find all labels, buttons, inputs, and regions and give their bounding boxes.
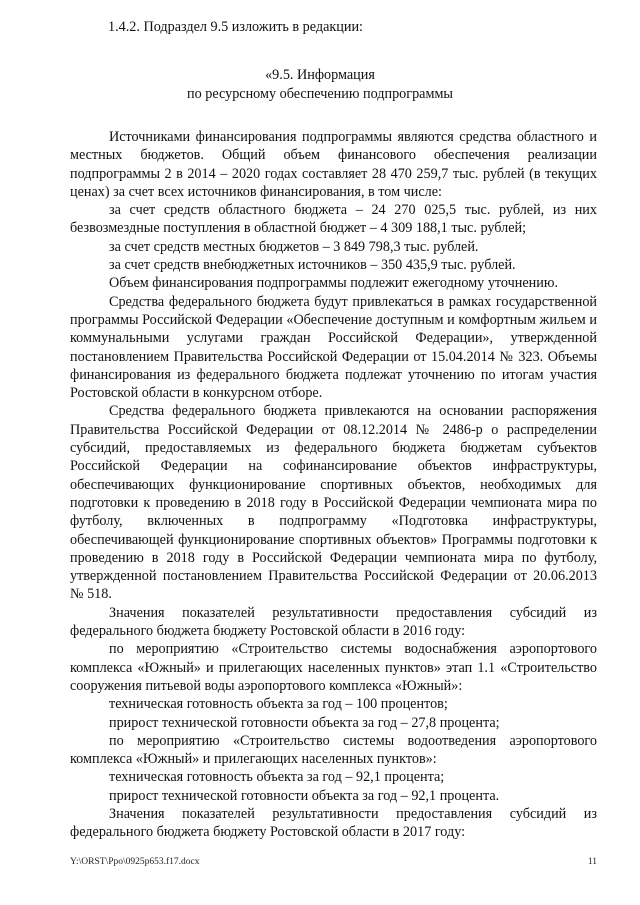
section-title-line-1: «9.5. Информация [265, 67, 375, 83]
paragraph: прирост технической готовности объекта за год – 27,8 процента; [109, 714, 500, 731]
section-title-line-2: по ресурсному обеспечению подпрограммы [187, 86, 453, 102]
paragraph: Средства федерального бюджета привлекаются на основании распоряжения Правительства Российской Федерации от 08.12.2014 № 2486-р о распределении субсидий, предоставляемых из федерального бюджета бюджетам субъектов Российской Федерации на софинансирование объектов инфраструктуры, обеспечивающих функционирование спортивных объектов, необходимых для подготовки к проведению в 2018 году в Российской Федерации чемпионата мира по футболу, включенных в подпрограмму «Подготовка инфраструктуры, обеспечивающей функционирование спортивных объектов» Программы подготовки к проведению в 2018 году в Российской Федерации чемпионата мира по футболу, утвержденной постановлением Правительства Российской Федерации от 20.06.2013 № 518. [70, 403, 597, 603]
paragraph: Объем финансирования подпрограммы подлежит ежегодному уточнению. [109, 275, 559, 292]
paragraph: Значения показателей результативности предоставления субсидий из федерального бюджета бюджету Ростовской области в 2016 году: [70, 604, 597, 640]
paragraph: Источниками финансирования подпрограммы являются средства областного и местных бюджетов. Общий объем финансового обеспечения реализации подпрограммы 2 в 2014 – 2020 годах составляет 28 470 259,7 тыс. рублей (в текущих ценах) за счет всех источников финансирования, в том числе: [70, 129, 597, 200]
amendment-heading: 1.4.2. Подраздел 9.5 изложить в редакции: [108, 19, 363, 35]
page-number: 11 [587, 857, 597, 867]
footer-file-path: Y:\ORST\Ppo\0925p653.f17.docx [70, 857, 200, 867]
paragraph: техническая готовность объекта за год – 100 процентов; [109, 696, 448, 713]
paragraph: техническая готовность объекта за год – 92,1 процента; [109, 769, 445, 786]
paragraph: за счет средств местных бюджетов – 3 849 798,3 тыс. рублей. [109, 238, 479, 255]
paragraph: по мероприятию «Строительство системы водоотведения аэропортового комплекса «Южный» и прилегающих населенных пунктов»: [70, 732, 597, 768]
section-title [70, 66, 570, 104]
paragraph: прирост технической готовности объекта за год – 92,1 процента. [109, 787, 500, 804]
paragraph: за счет средств областного бюджета – 24 270 025,5 тыс. рублей, из них безвозмездные поступления в областной бюджет – 4 309 188,1 тыс. рублей; [70, 202, 597, 237]
paragraph: Значения показателей результативности предоставления субсидий из федерального бюджета бюджету Ростовской области в 2017 году: [70, 805, 597, 841]
paragraph: за счет средств внебюджетных источников – 350 435,9 тыс. рублей. [109, 257, 516, 274]
paragraph: по мероприятию «Строительство системы водоснабжения аэропортового комплекса «Южный» и прилегающих населенных пунктов» этап 1.1 «Строительство сооружения питьевой воды аэропортового комплекса «Южный»: [70, 641, 597, 694]
body-text [70, 128, 597, 842]
paragraph: Средства федерального бюджета будут привлекаться в рамках государственной программы Российской Федерации «Обеспечение доступным и комфортным жильем и коммунальными услугами граждан Российской Федерации», утвержденной постановлением Правительства Российской Федерации от 15.04.2014 № 323. Объемы финансирования из федерального бюджета подлежат уточнению по итогам участия Ростовской области в конкурсном отборе. [70, 293, 597, 402]
